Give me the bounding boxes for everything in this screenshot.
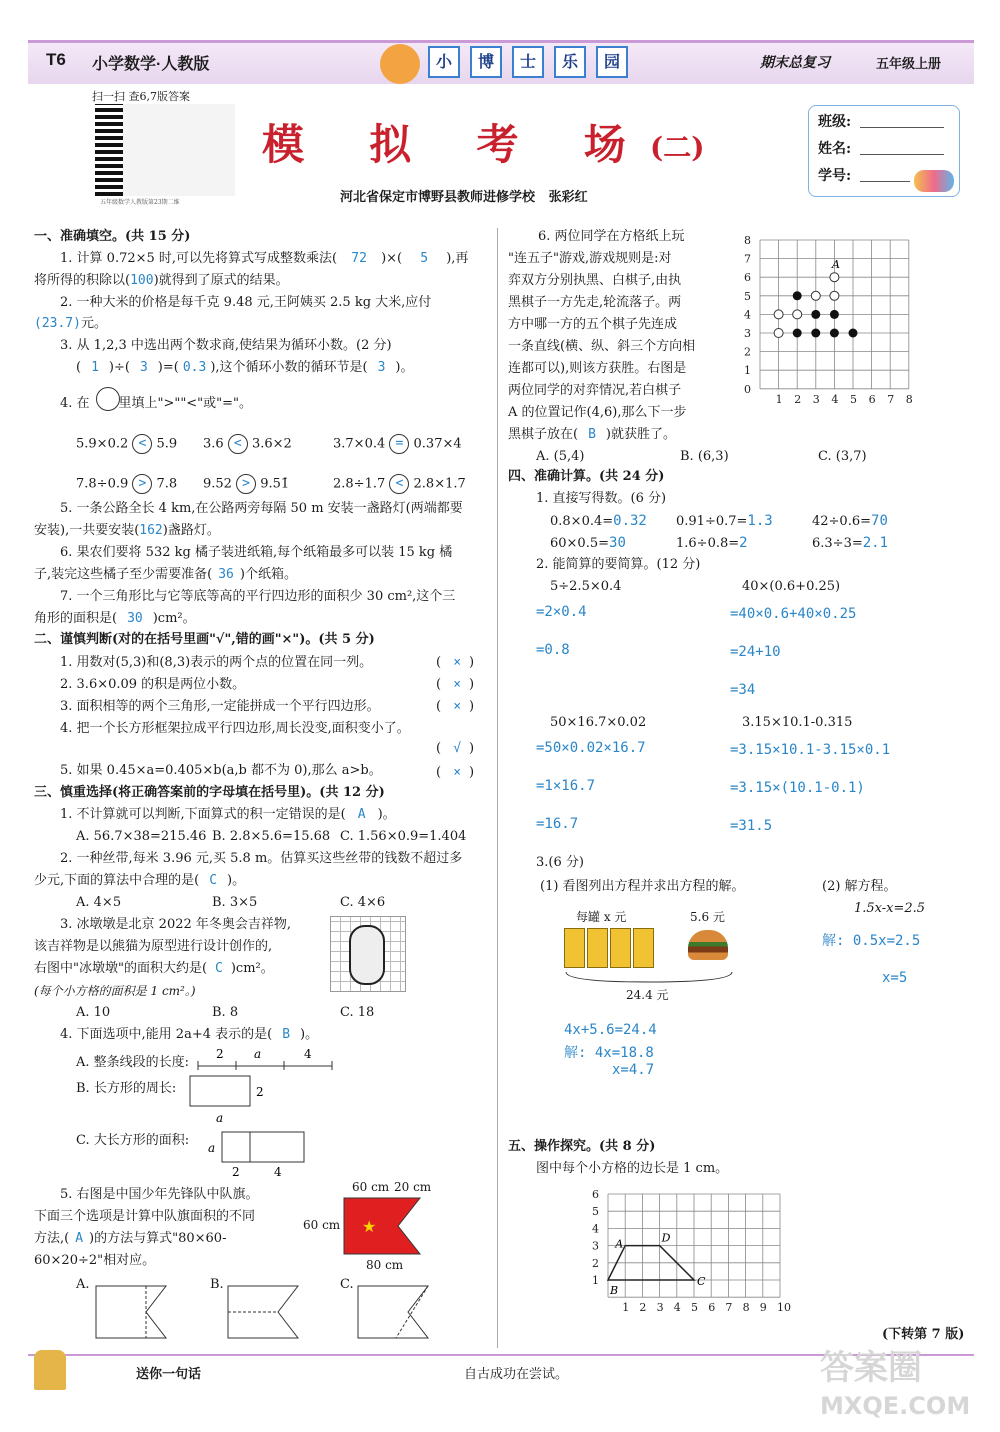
board-y-tick: 3 <box>744 327 751 340</box>
choice2-text: 2. 一种丝带,每米 3.96 元,买 5.8 m。估算买这些丝带的钱数不超过多 <box>60 851 463 866</box>
choice5-opt-a: A. <box>76 1277 90 1292</box>
direct3-q: 42÷0.6= <box>812 514 872 529</box>
calc4-step3: =31.5 <box>730 818 773 834</box>
star-icon: ★ <box>362 1217 377 1236</box>
board-x-tick: 1 <box>775 392 783 406</box>
section5-description: 图中每个小方格的边长是 1 cm。 <box>536 1161 729 1176</box>
equation1-step3: x=4.7 <box>612 1062 655 1078</box>
q6-opt-b: B. (6,3) <box>680 449 729 464</box>
cmp6-sign[interactable]: < <box>389 474 409 494</box>
juice-box-icon <box>587 928 608 968</box>
cmp2-sign[interactable]: < <box>228 434 248 454</box>
author-line: 河北省保定市博野县教师进修学校 张彩红 <box>340 190 588 205</box>
choice2-opt-a: A. 4×5 <box>76 895 122 910</box>
q2-text: 2. 一种大米的价格是每千克 9.48 元,王阿姨买 2.5 kg 大米,应付 <box>60 295 432 310</box>
board-x-tick: 3 <box>812 392 820 406</box>
flag-label-left: 60 cm <box>303 1218 341 1232</box>
point-d-label: D <box>661 1231 671 1245</box>
qr-caption: 扫一扫 查6,7版答案 <box>92 90 190 103</box>
panda-icon <box>349 925 385 985</box>
judge3-answer: × <box>453 699 462 714</box>
choice1-opt-b: B. 2.8×5.6=15.68 <box>212 829 331 844</box>
burger-icon <box>688 930 728 960</box>
board-y-tick: 5 <box>744 289 751 303</box>
qr-redacted <box>123 104 235 196</box>
qr-code-icon[interactable] <box>95 104 123 196</box>
q6-line8: 两位同学的对弈情况,若白棋子 <box>508 383 682 398</box>
q6-text: 6. 果农们要将 532 kg 橘子装进纸箱,每个纸箱最多可以装 15 kg 橘 <box>60 545 453 560</box>
trap-x-tick: 5 <box>691 1301 698 1315</box>
q6-line6: 一条直线(横、纵、斜三个方向相 <box>508 339 696 354</box>
q2-unit: 元。 <box>80 316 107 331</box>
choice3-opt-a: A. 10 <box>76 1005 111 1020</box>
title-number: (二) <box>650 131 705 164</box>
judge4-answer: √ <box>453 741 462 756</box>
board-y-tick: 0 <box>744 382 751 396</box>
trap-x-tick: 2 <box>639 1301 647 1315</box>
black-stone <box>830 329 839 338</box>
board-x-tick: 7 <box>887 392 895 406</box>
calc4-step2: =3.15×(10.1-0.1) <box>730 780 865 796</box>
total-bracket <box>564 970 734 986</box>
choice1-opt-c: C. 1.56×0.9=1.404 <box>340 829 467 844</box>
choice5-text-e: 60×20÷2"相对应。 <box>34 1253 156 1268</box>
trap-x-tick: 10 <box>777 1301 791 1315</box>
direct4-q: 60×0.5= <box>550 536 610 551</box>
trap-x-tick: 3 <box>656 1301 664 1315</box>
stone-a-label: A <box>832 258 840 271</box>
svg-text:4: 4 <box>304 1047 312 1061</box>
choice3-opt-b: B. 8 <box>212 1005 239 1020</box>
page-title: 模 拟 考 场 <box>262 120 638 169</box>
white-stone <box>830 291 839 300</box>
trap-x-tick: 6 <box>708 1301 716 1315</box>
q3-answer-2: 3 <box>139 360 148 375</box>
giraffe-icon <box>34 1350 66 1390</box>
direct1-q: 0.8×0.4= <box>550 514 614 529</box>
calc2-step3: =34 <box>730 682 756 698</box>
q6-opt-c: C. (3,7) <box>818 449 867 464</box>
name-field[interactable] <box>860 154 944 155</box>
direct6-q: 6.3÷3= <box>812 536 863 551</box>
judge1-answer: × <box>453 655 462 670</box>
juice-box-icon <box>633 928 654 968</box>
trap-y-tick: 1 <box>592 1274 599 1287</box>
q1-text-a: 1. 计算 0.72×5 时,可以先将算式写成整数乘法( <box>60 251 338 266</box>
calc1-question: 5÷2.5×0.4 <box>550 579 622 594</box>
calc1-step1: =2×0.4 <box>536 604 587 620</box>
judge5-text: 5. 如果 0.45×a=0.405×b(a,b 都不为 0),那么 a>b。 <box>60 763 382 778</box>
trapezoid-grid <box>588 1186 798 1322</box>
board-x-tick: 6 <box>868 392 876 406</box>
q6-line1: 6. 两位同学在方格纸上玩 <box>538 229 685 244</box>
name-label: 姓名: <box>818 141 852 157</box>
direct5-a: 2 <box>739 535 748 551</box>
q1-text-e: )就得到了原式的结果。 <box>153 273 289 288</box>
equation2-heading: (2) 解方程。 <box>822 879 897 894</box>
board-x-tick: 5 <box>850 392 857 406</box>
black-stone <box>793 291 802 300</box>
q6-line11: )就获胜了。 <box>605 427 676 442</box>
choice3-text-b: 该吉祥物是以熊猫为原型进行设计创作的, <box>34 939 273 954</box>
svg-text:2: 2 <box>216 1047 224 1061</box>
calc-part3-heading: 3.(6 分) <box>536 855 584 870</box>
section4-heading: 四、准确计算。(共 24 分) <box>508 469 665 484</box>
q3-text-b: ),这个循环小数的循环节是( <box>210 360 368 375</box>
board-x-tick: 2 <box>794 392 802 406</box>
calc-part1-heading: 1. 直接写得数。(6 分) <box>536 491 667 506</box>
board-y-tick: 4 <box>744 308 751 322</box>
q6-line7: 连都可以),则该方获胜。右图是 <box>508 361 687 376</box>
board-y-tick: 6 <box>744 271 751 285</box>
judge2-text: 2. 3.6×0.09 的积是两位小数。 <box>60 677 246 692</box>
trap-y-tick: 2 <box>592 1256 599 1270</box>
footer-left: 送你一句话 <box>136 1367 202 1382</box>
board-y-tick: 7 <box>744 252 751 266</box>
cmp3-right: 0.37×4 <box>413 436 462 452</box>
trap-x-tick: 8 <box>742 1301 750 1315</box>
board-x-tick: 8 <box>905 392 913 406</box>
cmp4-left: 7.8÷0.9 <box>76 476 129 492</box>
cmp1-right: 5.9 <box>156 436 178 452</box>
black-stone <box>811 310 820 319</box>
q6-line9: A 的位置记作(4,6),那么下一步 <box>508 405 687 420</box>
calc1-step2: =0.8 <box>536 642 570 658</box>
cmp2-right: 3.6×2 <box>251 436 292 452</box>
juice-box-icon <box>610 928 631 968</box>
board-y-tick: 1 <box>744 364 751 378</box>
q1-text-d: 将所得的积除以( <box>34 273 131 288</box>
q7-answer: 30 <box>127 611 143 626</box>
cartoon-icon <box>914 170 954 192</box>
choice5-text: 5. 右图是中国少年先锋队中队旗。 <box>60 1187 259 1202</box>
choice5-text-d: )的方法与算式"80×60- <box>89 1231 227 1246</box>
q3-answer-4: 3 <box>377 360 386 375</box>
choice5-opt-c: C. <box>340 1277 354 1292</box>
class-label: 班级: <box>818 114 852 130</box>
white-stone <box>774 310 783 319</box>
cmp1-left: 5.9×0.2 <box>76 436 129 452</box>
direct4-a: 30 <box>609 535 626 551</box>
svg-text:a: a <box>254 1047 262 1061</box>
section2-heading: 二、谨慎判断(对的在括号里画"√",错的画"×")。(共 5 分) <box>34 632 375 647</box>
direct1-a: 0.32 <box>613 513 647 529</box>
svg-text:4: 4 <box>274 1165 282 1179</box>
footer-quote: 自古成功在尝试。 <box>464 1367 569 1382</box>
calc2-step2: =24+10 <box>730 644 781 660</box>
q1-answer-1: 72 <box>351 251 367 266</box>
calc3-step3: =16.7 <box>536 816 579 832</box>
segment-figure <box>196 1046 336 1072</box>
page-number: T6 <box>46 50 66 69</box>
column-divider <box>497 228 498 1348</box>
equation1-step2: 解: 4x=18.8 <box>564 1045 654 1061</box>
choice1-answer: A <box>357 807 366 822</box>
equation2-question: 1.5x-x=2.5 <box>854 901 926 916</box>
trap-y-tick: 4 <box>592 1222 599 1236</box>
watermark: 答案圈 <box>820 1348 922 1388</box>
q3-text-c: )。 <box>395 360 414 375</box>
rect-figure <box>186 1074 270 1126</box>
tile-1: 小 <box>428 46 460 78</box>
choice2-opt-b: B. 3×5 <box>212 895 258 910</box>
tile-4: 乐 <box>554 46 586 78</box>
equation2-step2: x=5 <box>882 970 908 986</box>
burger-price-label: 5.6 元 <box>690 910 725 924</box>
cmp5-right: 9.51̇ <box>260 476 290 492</box>
flag-option-a <box>94 1284 170 1340</box>
direct2-a: 1.3 <box>747 513 773 529</box>
q3-answer-3: 0.3 <box>182 360 207 375</box>
choice4-opt-c: C. 大长方形的面积: <box>76 1133 190 1148</box>
tile-3: 士 <box>512 46 544 78</box>
white-stone <box>793 310 802 319</box>
q1-text-c: ),再 <box>446 251 469 266</box>
cmp5-sign[interactable]: > <box>236 474 256 494</box>
choice5-opt-b: B. <box>210 1277 224 1292</box>
qr-small-text: 五年级数学人教版第23期二维 <box>100 199 180 206</box>
tile-5: 园 <box>596 46 628 78</box>
flag-label-top1: 60 cm <box>352 1180 390 1194</box>
trap-x-tick: 1 <box>622 1301 630 1315</box>
point-c-label: C <box>697 1275 706 1288</box>
choice1-text: 1. 不计算就可以判断,下面算式的积一定错误的是( <box>60 807 346 822</box>
choice4-opt-a: A. 整条线段的长度: <box>76 1055 190 1070</box>
section3-heading: 三、慎重选择(将正确答案前的字母填在括号里)。(共 12 分) <box>34 785 385 800</box>
cmp2-left: 3.6 <box>203 436 224 452</box>
choice5-text-b: 下面三个选项是计算中队旗面积的不同 <box>34 1209 256 1224</box>
trap-y-tick: 6 <box>592 1188 599 1201</box>
section1-heading: 一、准确填空。(共 15 分) <box>34 229 191 244</box>
equation1-heading: (1) 看图列出方程并求出方程的解。 <box>540 879 745 894</box>
q4-text: 4. 在 里填上">""<"或"="。 <box>60 396 253 411</box>
choice2-opt-c: C. 4×6 <box>340 895 386 910</box>
juice-box-icon <box>564 928 585 968</box>
black-stone <box>811 329 820 338</box>
big-rect-figure <box>206 1130 310 1180</box>
q7-text: 7. 一个三角形比与它等底等高的平行四边形的面积少 30 cm²,这个三 <box>60 589 456 604</box>
tile-2: 博 <box>470 46 502 78</box>
q6-text-c: )个纸箱。 <box>239 567 297 582</box>
board-y-tick: 2 <box>744 345 751 359</box>
black-stone <box>830 310 839 319</box>
id-label: 学号: <box>818 168 852 184</box>
q6-line2: "连五子"游戏,游戏规则是:对 <box>508 251 672 266</box>
white-stone <box>774 329 783 338</box>
id-field[interactable] <box>860 181 910 182</box>
svg-text:a: a <box>216 1111 224 1125</box>
q6-line5: 方中哪一方的五个棋子先连成 <box>508 317 678 332</box>
flag-label-top2: 20 cm <box>394 1180 432 1194</box>
calc4-step1: =3.15×10.1-3.15×0.1 <box>730 742 891 758</box>
black-stone <box>793 329 802 338</box>
q7-text-b: 角形的面积是( <box>34 611 118 626</box>
judge4-text: 4. 把一个长方形框架拉成平行四边形,周长没变,面积变小了。 <box>60 721 410 736</box>
section5-heading: 五、操作探究。(共 8 分) <box>508 1139 656 1154</box>
calc2-step1: =40×0.6+40×0.25 <box>730 606 857 622</box>
svg-text:a: a <box>208 1141 216 1155</box>
calc3-step2: =1×16.7 <box>536 778 596 794</box>
continue-note: (下转第 7 版) <box>882 1327 965 1342</box>
equation1-step1: 4x+5.6=24.4 <box>564 1022 657 1038</box>
equation2-step1: 解: 0.5x=2.5 <box>822 933 921 949</box>
mascot-icon <box>380 44 420 84</box>
choice3-text-d: )cm²。 <box>230 961 274 976</box>
q1-answer-2: 5 <box>420 251 429 266</box>
cmp3-left: 3.7×0.4 <box>333 436 386 452</box>
direct3-a: 70 <box>871 513 888 529</box>
cmp4-sign[interactable]: > <box>132 474 152 494</box>
total-price-label: 24.4 元 <box>626 988 669 1002</box>
cmp1-sign[interactable]: < <box>132 434 152 454</box>
svg-text:2: 2 <box>256 1085 264 1099</box>
board-x-tick: 4 <box>831 392 839 406</box>
black-stone <box>849 329 858 338</box>
calc3-step1: =50×0.02×16.7 <box>536 740 646 756</box>
watermark-url: MXQE.COM <box>820 1392 971 1420</box>
q5-text-b: 安装),一共要安装( <box>34 523 140 538</box>
judge1-text: 1. 用数对(5,3)和(8,3)表示的两个点的位置在同一列。 <box>60 655 373 670</box>
calc4-question: 3.15×10.1-0.315 <box>742 715 853 730</box>
review-label: 期末总复习 <box>760 55 830 71</box>
q3-text: 3. 从 1,2,3 中选出两个数求商,使结果为循环小数。(2 分) <box>60 338 392 353</box>
q7-text-c: )cm²。 <box>152 611 196 626</box>
trap-x-tick: 9 <box>759 1301 767 1315</box>
subject-label: 小学数学·人教版 <box>92 56 210 73</box>
choice5-text-c: 方法,( <box>34 1231 70 1246</box>
white-stone <box>811 291 820 300</box>
choice3-opt-c: C. 18 <box>340 1005 375 1020</box>
point-b-label: B <box>610 1284 619 1297</box>
choice2-answer: C <box>209 873 218 888</box>
q6-text-b: 子,装完这些橘子至少需要准备( <box>34 567 213 582</box>
judge5-answer: × <box>453 765 462 780</box>
choice5-answer: A <box>75 1231 84 1246</box>
q1-text-b: )×( <box>381 251 403 266</box>
board-y-tick: 8 <box>744 234 751 247</box>
choice3-text: 3. 冰墩墩是北京 2022 年冬奥会吉祥物, <box>60 917 292 932</box>
choice1-opt-a: A. 56.7×38=215.46 <box>76 829 207 844</box>
calc3-question: 50×16.7×0.02 <box>550 715 647 730</box>
judge3-text: 3. 面积相等的两个三角形,一定能拼成一个平行四边形。 <box>60 699 380 714</box>
mascot-grid <box>330 916 406 992</box>
gomoku-board <box>738 232 922 416</box>
cmp6-right: 2.8×1.7 <box>413 476 466 492</box>
choice4-answer: B <box>282 1027 291 1042</box>
choice2-text-b: 少元,下面的算法中合理的是( <box>34 873 200 888</box>
grade-label: 五年级上册 <box>876 57 942 72</box>
trap-x-tick: 7 <box>725 1301 733 1315</box>
box-price-label: 每罐 x 元 <box>576 910 627 924</box>
white-stone <box>830 273 839 282</box>
q1-answer-3: 100 <box>130 273 154 288</box>
cmp4-right: 7.8 <box>156 476 178 492</box>
direct2-q: 0.91÷0.7= <box>676 514 748 529</box>
q6-line3: 弈双方分别执黑、白棋子,由执 <box>508 273 682 288</box>
direct6-a: 2.1 <box>862 535 889 551</box>
flag-option-b <box>226 1284 302 1340</box>
calc-part2-heading: 2. 能简算的要简算。(12 分) <box>536 557 701 572</box>
circle-icon <box>96 387 120 411</box>
svg-text:2: 2 <box>232 1165 240 1179</box>
q6-answer: B <box>588 427 596 442</box>
direct5-q: 1.6÷0.8= <box>676 536 740 551</box>
flag-option-c <box>356 1284 432 1340</box>
q6-line4: 黑棋子一方先走,轮流落子。两 <box>508 295 682 310</box>
q5-text-c: )盏路灯。 <box>162 523 220 538</box>
judge2-answer: × <box>453 677 462 692</box>
trap-y-tick: 3 <box>592 1239 599 1253</box>
q6-opt-a: A. (5,4) <box>536 449 585 464</box>
juice-boxes <box>564 928 654 968</box>
point-a-label: A <box>615 1237 624 1251</box>
choice4-text: 4. 下面选项中,能用 2a+4 表示的是( <box>60 1027 273 1042</box>
q2-answer: (23.7) <box>34 316 81 331</box>
trap-x-tick: 4 <box>673 1301 681 1315</box>
cmp3-sign[interactable]: = <box>389 434 409 454</box>
q5-answer: 162 <box>139 523 163 538</box>
cmp6-left: 2.8÷1.7 <box>333 476 386 492</box>
q5-text: 5. 一条公路全长 4 km,在公路两旁每隔 50 m 安装一盏路灯(两端都要 <box>60 501 463 516</box>
flag-label-bottom: 80 cm <box>366 1258 404 1272</box>
q6-answer: 36 <box>218 567 234 582</box>
pioneer-flag <box>342 1196 422 1256</box>
choice4-opt-b: B. 长方形的周长: <box>76 1081 177 1096</box>
class-field[interactable] <box>860 127 944 128</box>
cmp5-left: 9.52 <box>203 476 232 492</box>
q3-answer-1: 1 <box>91 360 99 375</box>
choice3-text-c: 右图中"冰墩墩"的面积大约是( <box>34 961 208 976</box>
q6-line10: 黑棋子放在( <box>508 427 579 442</box>
calc2-question: 40×(0.6+0.25) <box>742 579 841 594</box>
trap-y-tick: 5 <box>592 1205 599 1219</box>
choice3-answer: C <box>215 961 223 976</box>
choice3-note: (每个小方格的面积是 1 cm²。) <box>34 984 196 998</box>
